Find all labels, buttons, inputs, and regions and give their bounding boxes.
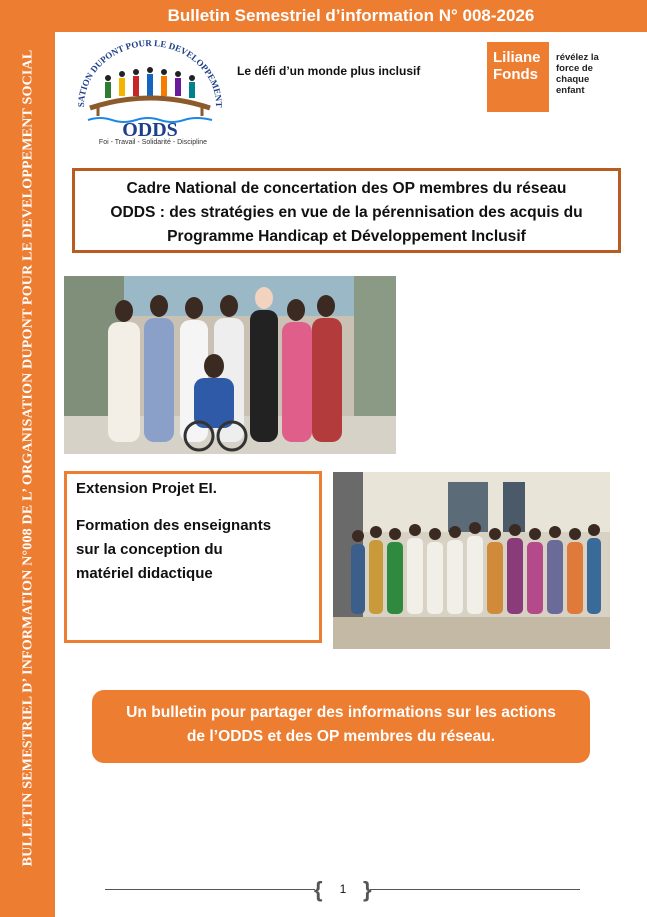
footer-rule-left	[105, 889, 315, 890]
page-bracket-right-icon: }	[363, 877, 372, 902]
odds-logo	[70, 36, 230, 154]
odds-motto: Foi - Travail - Solidarité - Discipline	[98, 139, 208, 146]
odds-arc-text: SATION DUPONT POUR LE DEVELOPPEMENT	[75, 37, 225, 108]
bridge-icon	[90, 98, 210, 108]
extension-title: Extension Projet EI.	[76, 480, 217, 497]
callout-text: Un bulletin pour partager des informations sur les actions de l’ODDS et des OP membres du réseau.	[126, 704, 556, 745]
footer-rule-right	[370, 889, 580, 890]
group-photo-meeting	[64, 276, 396, 454]
page-number: 1	[339, 882, 347, 896]
liliane-fonds-slogan: révélez la force de chaque enfant	[556, 52, 599, 96]
sidebar-vertical-title: BULLETIN SEMESTRIEL D’ INFORMATION N°008 DE L’ ORGANISATION DUPONT POUR LE DEVELOPPEMENT SOCIAL	[20, 49, 36, 867]
headline-title: Cadre National de concertation des OP membres du réseau ODDS : des stratégies en vue de la pérennisation des acquis du Programme Handicap et Développement Inclusif	[110, 180, 583, 245]
page-bracket-left-icon: {	[314, 877, 323, 902]
people-figures-icon	[105, 67, 195, 98]
tagline: Le défi d’un monde plus inclusif	[237, 64, 421, 78]
bulletin-title: Bulletin Semestriel d’information N° 008-2026	[167, 6, 535, 25]
liliane-fonds-name: Liliane Fonds	[493, 49, 541, 83]
group-photo-teachers	[333, 472, 610, 649]
odds-acronym: ODDS	[122, 119, 178, 141]
extension-description: Formation des enseignants sur la conception du matériel didactique	[76, 517, 272, 582]
